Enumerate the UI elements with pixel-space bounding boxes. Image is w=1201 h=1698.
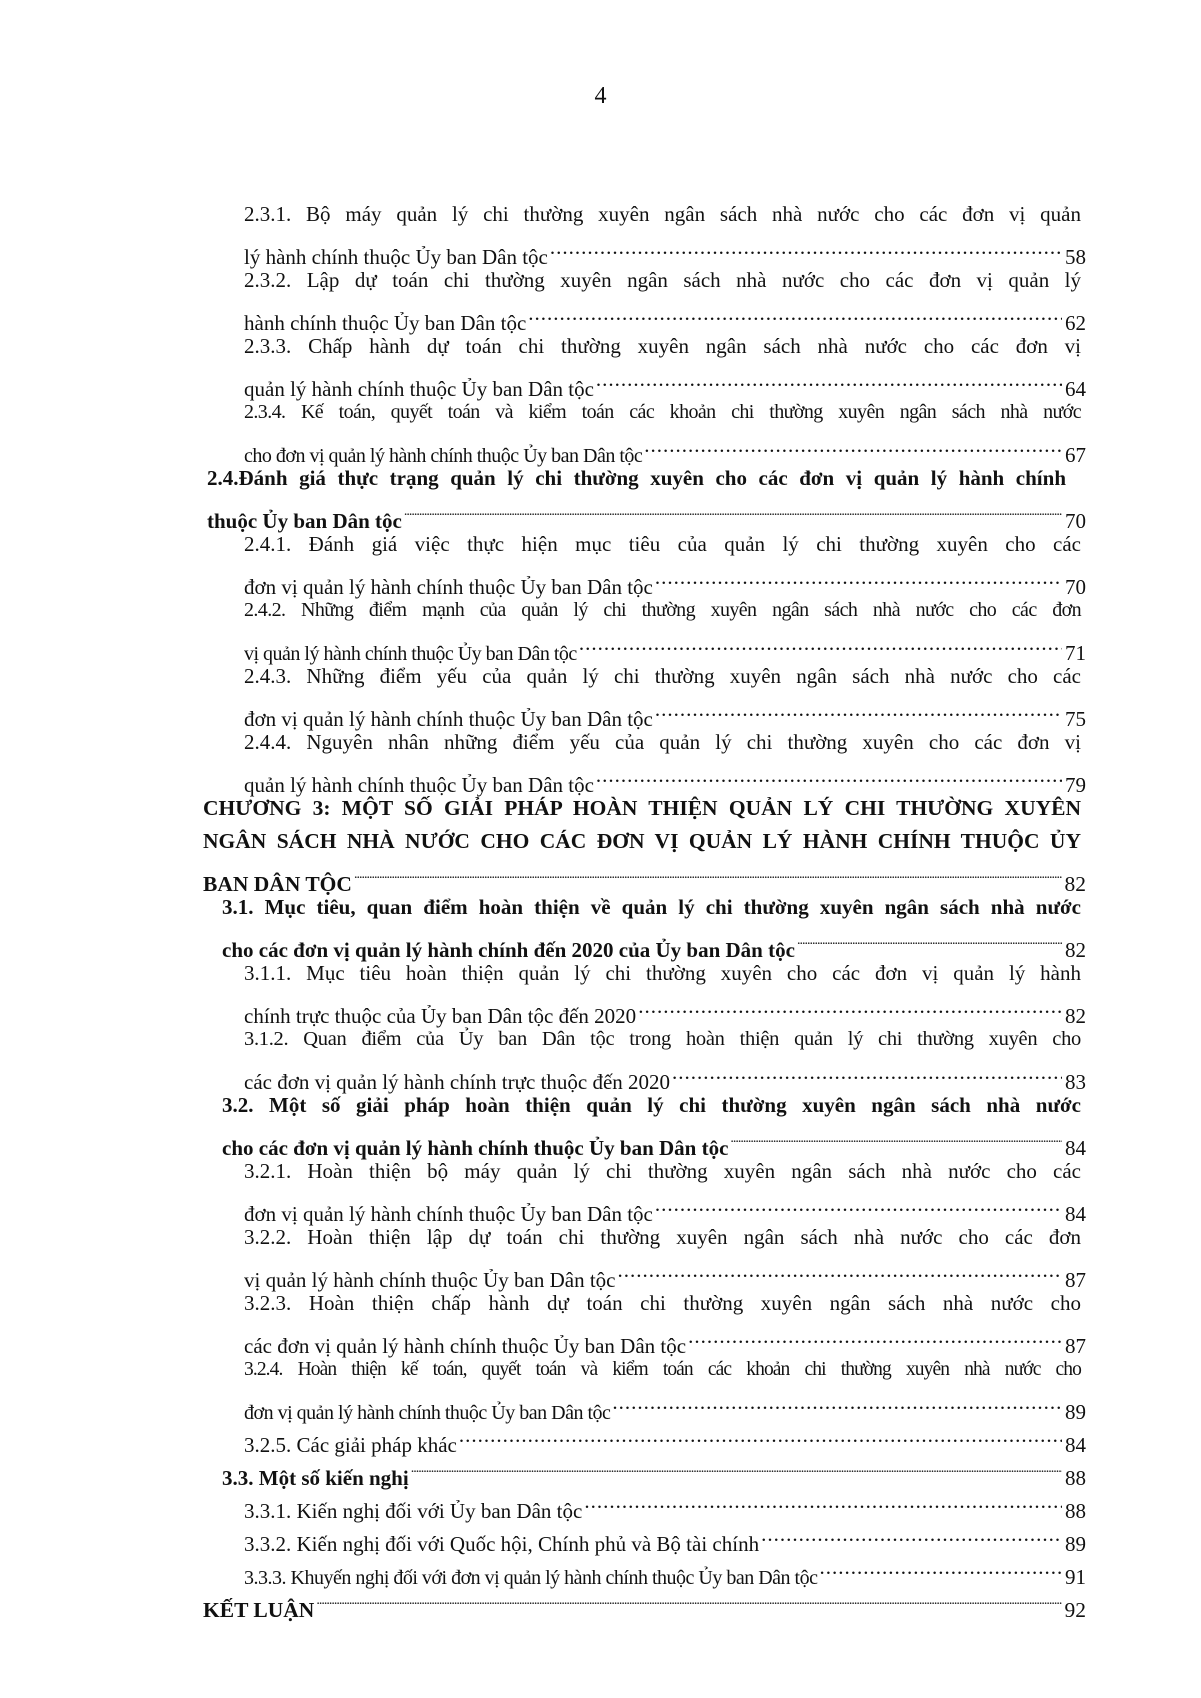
toc-entry-title-cont: các đơn vị quản lý hành chính trực thuộc đến 2020	[244, 1070, 671, 1094]
toc-page-number: 79	[1065, 773, 1086, 797]
toc-entry-title-cont: cho các đơn vị quản lý hành chính thuộc Ủy ban Dân tộc	[222, 1136, 729, 1160]
dot-leader	[761, 1518, 1062, 1551]
toc-entry-title: 2.4.2. Những điểm mạnh của quản lý chi thường xuyên ngân sách nhà nước cho các đơn	[244, 599, 1081, 621]
toc-entry-title: 3.1.1. Mục tiêu hoàn thiện quản lý chi thường xuyên cho các đơn vị quản lý hành	[244, 961, 1081, 985]
dot-leader	[404, 495, 1062, 528]
toc-entry-title: 2.3.1. Bộ máy quản lý chi thường xuyên ngân sách nhà nước cho các đơn vị quản	[244, 202, 1081, 226]
toc-entry-title: KẾT LUẬN	[203, 1598, 315, 1622]
dot-leader	[655, 561, 1062, 594]
toc-entry-title: 2.4.Đánh giá thực trạng quản lý chi thường xuyên cho các đơn vị quản lý hành chính	[207, 466, 1066, 490]
dot-leader	[612, 1386, 1062, 1419]
toc-entry-title: 3.3.1. Kiến nghị đối với Ủy ban Dân tộc	[244, 1499, 583, 1523]
toc-entry-title: 2.4.1. Đánh giá việc thực hiện mục tiêu của quản lý chi thường xuyên cho các	[244, 532, 1081, 556]
dot-leader	[596, 363, 1062, 396]
dot-leader	[316, 1584, 1061, 1617]
toc-entry-title: 3.2. Một số giải pháp hoàn thiện quản lý chi thường xuyên ngân sách nhà nước	[222, 1093, 1081, 1117]
toc-entry-title: 3.2.2. Hoàn thiện lập dự toán chi thường xuyên ngân sách nhà nước cho các đơn	[244, 1225, 1081, 1249]
toc-entry-3-2-1[interactable]	[0, 1155, 1201, 1226]
toc-entry-title-cont: cho đơn vị quản lý hành chính thuộc Ủy ban Dân tộc	[244, 445, 643, 467]
toc-entry-title-cont: chính trực thuộc của Ủy ban Dân tộc đến 2020	[244, 1004, 637, 1028]
dot-leader	[618, 1254, 1063, 1287]
toc-entry-3-1[interactable]	[0, 891, 1201, 962]
toc-entry-3-2[interactable]	[0, 1089, 1201, 1160]
dot-leader	[596, 759, 1062, 792]
toc-page-number: 75	[1065, 707, 1086, 731]
toc-entry-title: 3.2.3. Hoàn thiện chấp hành dự toán chi thường xuyên ngân sách nhà nước cho	[244, 1291, 1081, 1315]
dot-leader	[354, 858, 1062, 891]
toc-chapter-3[interactable]	[0, 792, 1201, 896]
toc-page-number: 88	[1065, 1466, 1086, 1490]
toc-entry-3-3-2[interactable]	[0, 1518, 1201, 1556]
dot-leader	[528, 297, 1062, 330]
dot-leader	[655, 693, 1062, 726]
toc-entry-title: 3.1.2. Quan điểm của Ủy ban Dân tộc trong hoàn thiện quản lý chi thường xuyên cho	[244, 1028, 1081, 1050]
toc-entry-3-3-3[interactable]	[0, 1551, 1201, 1589]
toc-entry-3-1-1[interactable]	[0, 957, 1201, 1028]
toc-entry-ket-luan[interactable]	[0, 1584, 1201, 1622]
toc-entry-title-cont: hành chính thuộc Ủy ban Dân tộc	[244, 311, 527, 335]
toc-entry-title: 3.3.2. Kiến nghị đối với Quốc hội, Chính phủ và Bộ tài chính	[244, 1532, 760, 1556]
toc-entry-title-cont: đơn vị quản lý hành chính thuộc Ủy ban Dân tộc	[244, 1202, 653, 1226]
toc-entry-3-2-5[interactable]	[0, 1419, 1201, 1457]
toc-page-number: 71	[1065, 641, 1086, 665]
toc-page-number: 84	[1065, 1136, 1086, 1160]
toc-entry-title: 3.3. Một số kiến nghị	[222, 1466, 409, 1490]
page-number: 4	[594, 83, 607, 109]
toc-entry-title: 2.4.3. Những điểm yếu của quản lý chi thường xuyên ngân sách nhà nước cho các	[244, 664, 1081, 688]
toc-entry-2-4-4[interactable]	[0, 726, 1201, 797]
toc-entry-title-cont: lý hành chính thuộc Ủy ban Dân tộc	[244, 245, 548, 269]
toc-entry-2-4-2[interactable]	[0, 594, 1201, 665]
toc-entry-title: 3.3.3. Khuyến nghị đối với đơn vị quản lý hành chính thuộc Ủy ban Dân tộc	[244, 1567, 818, 1589]
dot-leader	[644, 429, 1062, 462]
toc-entry-title-cont: đơn vị quản lý hành chính thuộc Ủy ban Dân tộc	[244, 575, 653, 599]
toc-entry-3-1-2[interactable]	[0, 1023, 1201, 1094]
toc-entry-title-cont: cho các đơn vị quản lý hành chính đến 2020 của Ủy ban Dân tộc	[222, 938, 795, 962]
toc-entry-title: 2.3.4. Kế toán, quyết toán và kiểm toán các khoản chi thường xuyên ngân sách nhà nước	[244, 401, 1081, 423]
toc-entry-title: 3.2.5. Các giải pháp khác	[244, 1433, 457, 1457]
toc-entry-3-3[interactable]	[0, 1452, 1201, 1490]
toc-entry-3-2-3[interactable]	[0, 1287, 1201, 1358]
toc-entry-title-cont: đơn vị quản lý hành chính thuộc Ủy ban Dân tộc	[244, 1402, 611, 1424]
toc-entry-3-3-1[interactable]	[0, 1485, 1201, 1523]
toc-page-number: 67	[1065, 443, 1086, 467]
toc-page-number: 82	[1065, 1004, 1086, 1028]
dot-leader	[819, 1551, 1062, 1584]
toc-page-number: 70	[1065, 509, 1086, 533]
toc-entry-title-cont: các đơn vị quản lý hành chính thuộc Ủy ban Dân tộc	[244, 1334, 687, 1358]
toc-page-number: 88	[1065, 1499, 1086, 1523]
dot-leader	[411, 1452, 1062, 1485]
toc-entry-2-3-3[interactable]	[0, 330, 1201, 401]
toc-chapter-title-end: BAN DÂN TỘC	[203, 872, 352, 896]
dot-leader	[459, 1419, 1062, 1452]
toc-chapter-title: CHƯƠNG 3: MỘT SỐ GIẢI PHÁP HOÀN THIỆN QUẢN LÝ CHI THƯỜNG XUYÊN	[203, 796, 1081, 820]
dot-leader	[584, 1485, 1062, 1518]
toc-entry-3-2-4[interactable]	[0, 1353, 1201, 1424]
toc-page-number: 84	[1065, 1433, 1086, 1457]
toc-page-number: 64	[1065, 377, 1086, 401]
toc-page-number: 89	[1065, 1532, 1086, 1556]
toc-entry-title: 2.3.3. Chấp hành dự toán chi thường xuyên ngân sách nhà nước cho các đơn vị	[244, 334, 1081, 358]
toc-entry-2-4-3[interactable]	[0, 660, 1201, 731]
table-of-contents	[0, 198, 1201, 1622]
dot-leader	[797, 924, 1062, 957]
toc-page-number: 87	[1065, 1268, 1086, 1292]
dot-leader	[688, 1320, 1062, 1353]
toc-page-number: 84	[1065, 1202, 1086, 1226]
dot-leader	[550, 231, 1062, 264]
toc-entry-title: 2.4.4. Nguyên nhân những điểm yếu của quản lý chi thường xuyên cho các đơn vị	[244, 730, 1081, 754]
toc-entry-title-cont: quản lý hành chính thuộc Ủy ban Dân tộc	[244, 773, 594, 797]
toc-entry-2-3-1[interactable]	[0, 198, 1201, 269]
toc-entry-title-cont: thuộc Ủy ban Dân tộc	[207, 509, 402, 533]
toc-page-number: 92	[1064, 1598, 1086, 1622]
toc-entry-3-2-2[interactable]	[0, 1221, 1201, 1292]
toc-chapter-title-cont: NGÂN SÁCH NHÀ NƯỚC CHO CÁC ĐƠN VỊ QUẢN LÝ HÀNH CHÍNH THUỘC ỦY	[203, 829, 1081, 853]
toc-page-number: 89	[1065, 1400, 1086, 1424]
toc-entry-title-cont: vị quản lý hành chính thuộc Ủy ban Dân tộc	[244, 643, 577, 665]
dot-leader	[655, 1188, 1062, 1221]
toc-entry-title: 3.1. Mục tiêu, quan điểm hoàn thiện về quản lý chi thường xuyên ngân sách nhà nước	[222, 895, 1081, 919]
toc-entry-title-cont: quản lý hành chính thuộc Ủy ban Dân tộc	[244, 377, 594, 401]
toc-page-number: 91	[1065, 1565, 1086, 1589]
toc-page-number: 83	[1065, 1070, 1086, 1094]
toc-entry-2-3-4[interactable]	[0, 396, 1201, 467]
toc-entry-2-4[interactable]	[0, 462, 1186, 533]
dot-leader	[638, 990, 1062, 1023]
toc-entry-title-cont: đơn vị quản lý hành chính thuộc Ủy ban Dân tộc	[244, 707, 653, 731]
toc-page-number: 82	[1065, 938, 1086, 962]
dot-leader	[730, 1122, 1062, 1155]
toc-page-number: 58	[1065, 245, 1086, 269]
toc-page-number: 82	[1064, 872, 1086, 896]
toc-page-number: 87	[1065, 1334, 1086, 1358]
toc-entry-2-3-2[interactable]	[0, 264, 1201, 335]
toc-entry-title: 2.3.2. Lập dự toán chi thường xuyên ngân sách nhà nước cho các đơn vị quản lý	[244, 268, 1081, 292]
dot-leader	[579, 627, 1062, 660]
toc-entry-2-4-1[interactable]	[0, 528, 1201, 599]
toc-entry-title: 3.2.4. Hoàn thiện kế toán, quyết toán và kiểm toán các khoản chi thường xuyên nhà nước cho	[244, 1359, 1081, 1380]
toc-entry-title-cont: vị quản lý hành chính thuộc Ủy ban Dân tộc	[244, 1268, 616, 1292]
toc-entry-title: 3.2.1. Hoàn thiện bộ máy quản lý chi thường xuyên ngân sách nhà nước cho các	[244, 1159, 1081, 1183]
toc-page-number: 62	[1065, 311, 1086, 335]
dot-leader	[672, 1056, 1062, 1089]
toc-page-number: 70	[1065, 575, 1086, 599]
